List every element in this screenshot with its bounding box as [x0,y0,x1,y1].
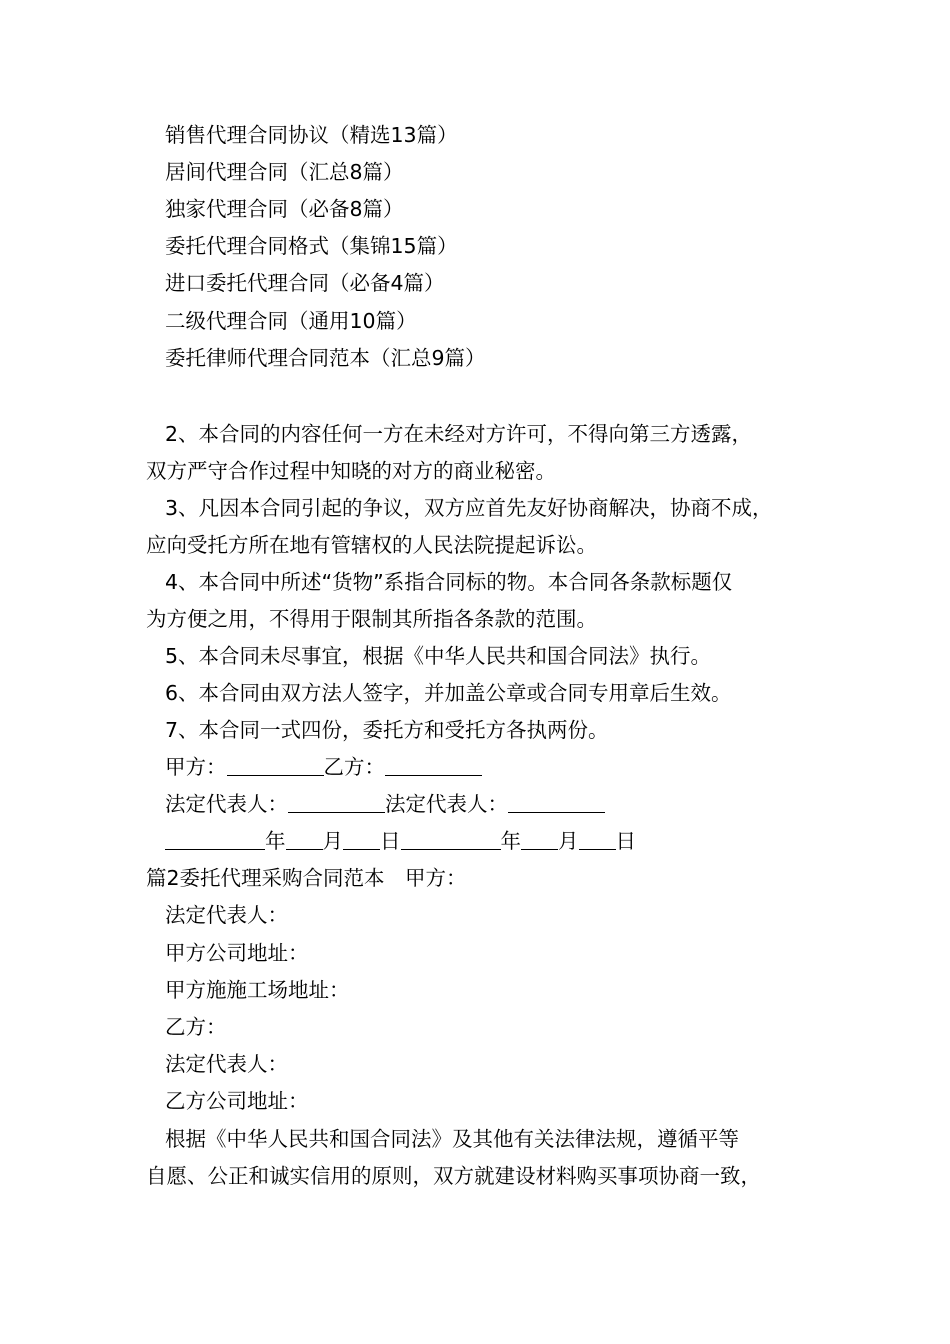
related-article-link[interactable]: 销售代理合同协议（精选13篇） [165,123,458,147]
related-article-link[interactable]: 委托代理合同格式（集锦15篇） [165,234,458,258]
field-party-a-site-address: 甲方施施工场地址： [165,978,350,1002]
day-b-blank [579,829,616,850]
month-label: 月 [558,829,579,853]
legal-rep-b-label: 法定代表人： [385,792,508,816]
clause-2-line-1: 2、本合同的内容任何一方在未经对方许可，不得向第三方透露， [165,422,753,446]
month-label: 月 [322,829,343,853]
field-party-b-address: 乙方公司地址： [165,1089,309,1113]
legal-rep-b-blank [508,792,605,813]
clause-2-line-2: 双方严守合作过程中知晓的对方的商业秘密。 [146,459,556,483]
year-label: 年 [500,829,521,853]
year-a-blank [165,829,265,850]
clause-3-line-2: 应向受托方所在地有管辖权的人民法院提起诉讼。 [146,533,597,557]
legal-rep-a-label: 法定代表人： [165,792,288,816]
legal-rep-signature-line [0,790,950,818]
party-b-blank [385,755,482,776]
related-article-link[interactable]: 进口委托代理合同（必备4篇） [165,271,445,295]
party-a-blank [227,755,324,776]
party-a-label: 甲方： [165,755,227,779]
month-b-blank [521,829,558,850]
day-a-blank [343,829,380,850]
legal-rep-a-blank [288,792,385,813]
clause-6: 6、本合同由双方法人签字，并加盖公章或合同专用章后生效。 [165,681,732,705]
party-signature-line [0,753,950,781]
month-a-blank [286,829,323,850]
field-party-a-address: 甲方公司地址： [165,941,309,965]
clause-5: 5、本合同未尽事宜，根据《中华人民共和国合同法》执行。 [165,644,712,668]
related-article-link[interactable]: 居间代理合同（汇总8篇） [165,160,404,184]
section-heading: 篇2委托代理采购合同范本 甲方： [146,866,467,890]
clause-4-line-1: 4、本合同中所述“货物”系指合同标的物。本合同各条款标题仅 [165,570,733,594]
date-signature-line [0,827,950,855]
clause-4-line-2: 为方便之用，不得用于限制其所指各条款的范围。 [146,607,597,631]
intro-line-2: 自愿、公正和诚实信用的原则，双方就建设材料购买事项协商一致， [146,1164,761,1188]
clause-7: 7、本合同一式四份，委托方和受托方各执两份。 [165,718,609,742]
day-label: 日 [615,829,636,853]
related-article-link[interactable]: 二级代理合同（通用10篇） [165,309,417,333]
intro-line-1: 根据《中华人民共和国合同法》及其他有关法律法规，遵循平等 [165,1127,739,1151]
field-legal-rep-a: 法定代表人： [165,903,288,927]
field-legal-rep-b: 法定代表人： [165,1052,288,1076]
related-article-link[interactable]: 委托律师代理合同范本（汇总9篇） [165,346,486,370]
day-label: 日 [380,829,401,853]
field-party-b: 乙方： [165,1015,227,1039]
year-label: 年 [265,829,286,853]
related-article-link[interactable]: 独家代理合同（必备8篇） [165,197,404,221]
party-b-label: 乙方： [323,755,385,779]
clause-3-line-1: 3、凡因本合同引起的争议，双方应首先友好协商解决，协商不成， [165,496,773,520]
year-b-blank [401,829,501,850]
